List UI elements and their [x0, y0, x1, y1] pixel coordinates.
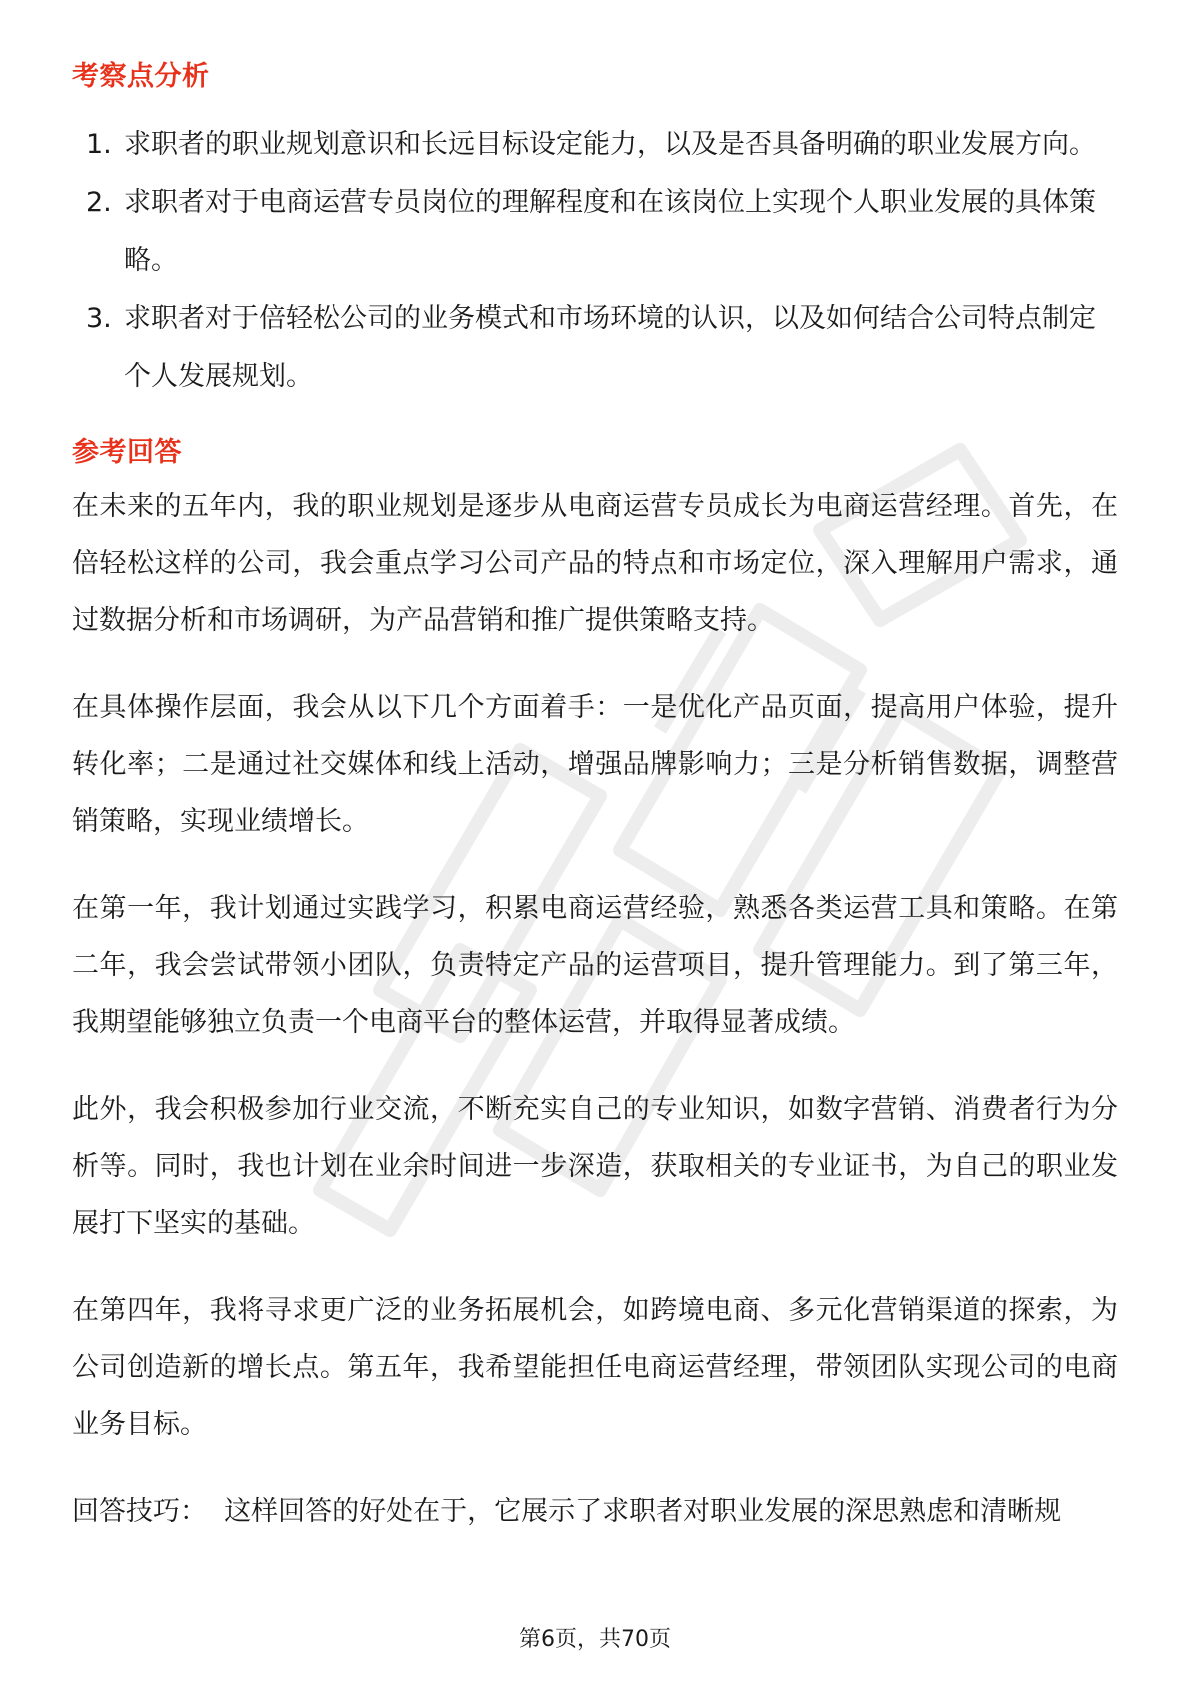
list-item — [72, 174, 1118, 290]
list-item-number: 1. — [86, 129, 112, 160]
section-title-reference-answer: 参考回答 — [72, 437, 182, 468]
answer-paragraph: 此外，我会积极参加行业交流，不断充实自己的专业知识，如数字营销、消费者行为分析等。同时，我也计划在业余时间进一步深造，获取相关的专业证书，为自己的职业发展打下坚实的基础。 — [72, 1094, 1118, 1239]
list-item-text: 求职者的职业规划意识和长远目标设定能力，以及是否具备明确的职业发展方向。 — [124, 129, 1096, 160]
list-item — [72, 116, 1118, 174]
answer-tips-paragraph: 回答技巧： 这样回答的好处在于，它展示了求职者对职业发展的深思熟虑和清晰规 — [72, 1496, 1062, 1527]
list-item-number: 3. — [86, 303, 112, 334]
page-number: 第6页，共70页 — [519, 1627, 671, 1652]
answer-paragraph: 在具体操作层面，我会从以下几个方面着手：一是优化产品页面，提高用户体验，提升转化率；二是通过社交媒体和线上活动，增强品牌影响力；三是分析销售数据，调整营销策略，实现业绩增长。 — [72, 692, 1118, 837]
analysis-points-list — [72, 116, 1118, 406]
list-item-text: 求职者对于倍轻松公司的业务模式和市场环境的认识，以及如何结合公司特点制定个人发展规划。 — [124, 303, 1096, 392]
section-title-analysis: 考察点分析 — [72, 61, 210, 92]
list-item-number: 2. — [86, 187, 112, 218]
document-body — [72, 40, 1118, 1540]
list-item-text: 求职者对于电商运营专员岗位的理解程度和在该岗位上实现个人职业发展的具体策略。 — [124, 187, 1096, 276]
answer-paragraph: 在未来的五年内，我的职业规划是逐步从电商运营专员成长为电商运营经理。首先，在倍轻松这样的公司，我会重点学习公司产品的特点和市场定位，深入理解用户需求，通过数据分析和市场调研，为产品营销和推广提供策略支持。 — [72, 491, 1118, 636]
list-item — [72, 290, 1118, 406]
answer-paragraph: 在第一年，我计划通过实践学习，积累电商运营经验，熟悉各类运营工具和策略。在第二年，我会尝试带领小团队，负责特定产品的运营项目，提升管理能力。到了第三年，我期望能够独立负责一个电商平台的整体运营，并取得显著成绩。 — [72, 893, 1118, 1038]
answer-paragraph: 在第四年，我将寻求更广泛的业务拓展机会，如跨境电商、多元化营销渠道的探索，为公司创造新的增长点。第五年，我希望能担任电商运营经理，带领团队实现公司的电商业务目标。 — [72, 1295, 1118, 1440]
